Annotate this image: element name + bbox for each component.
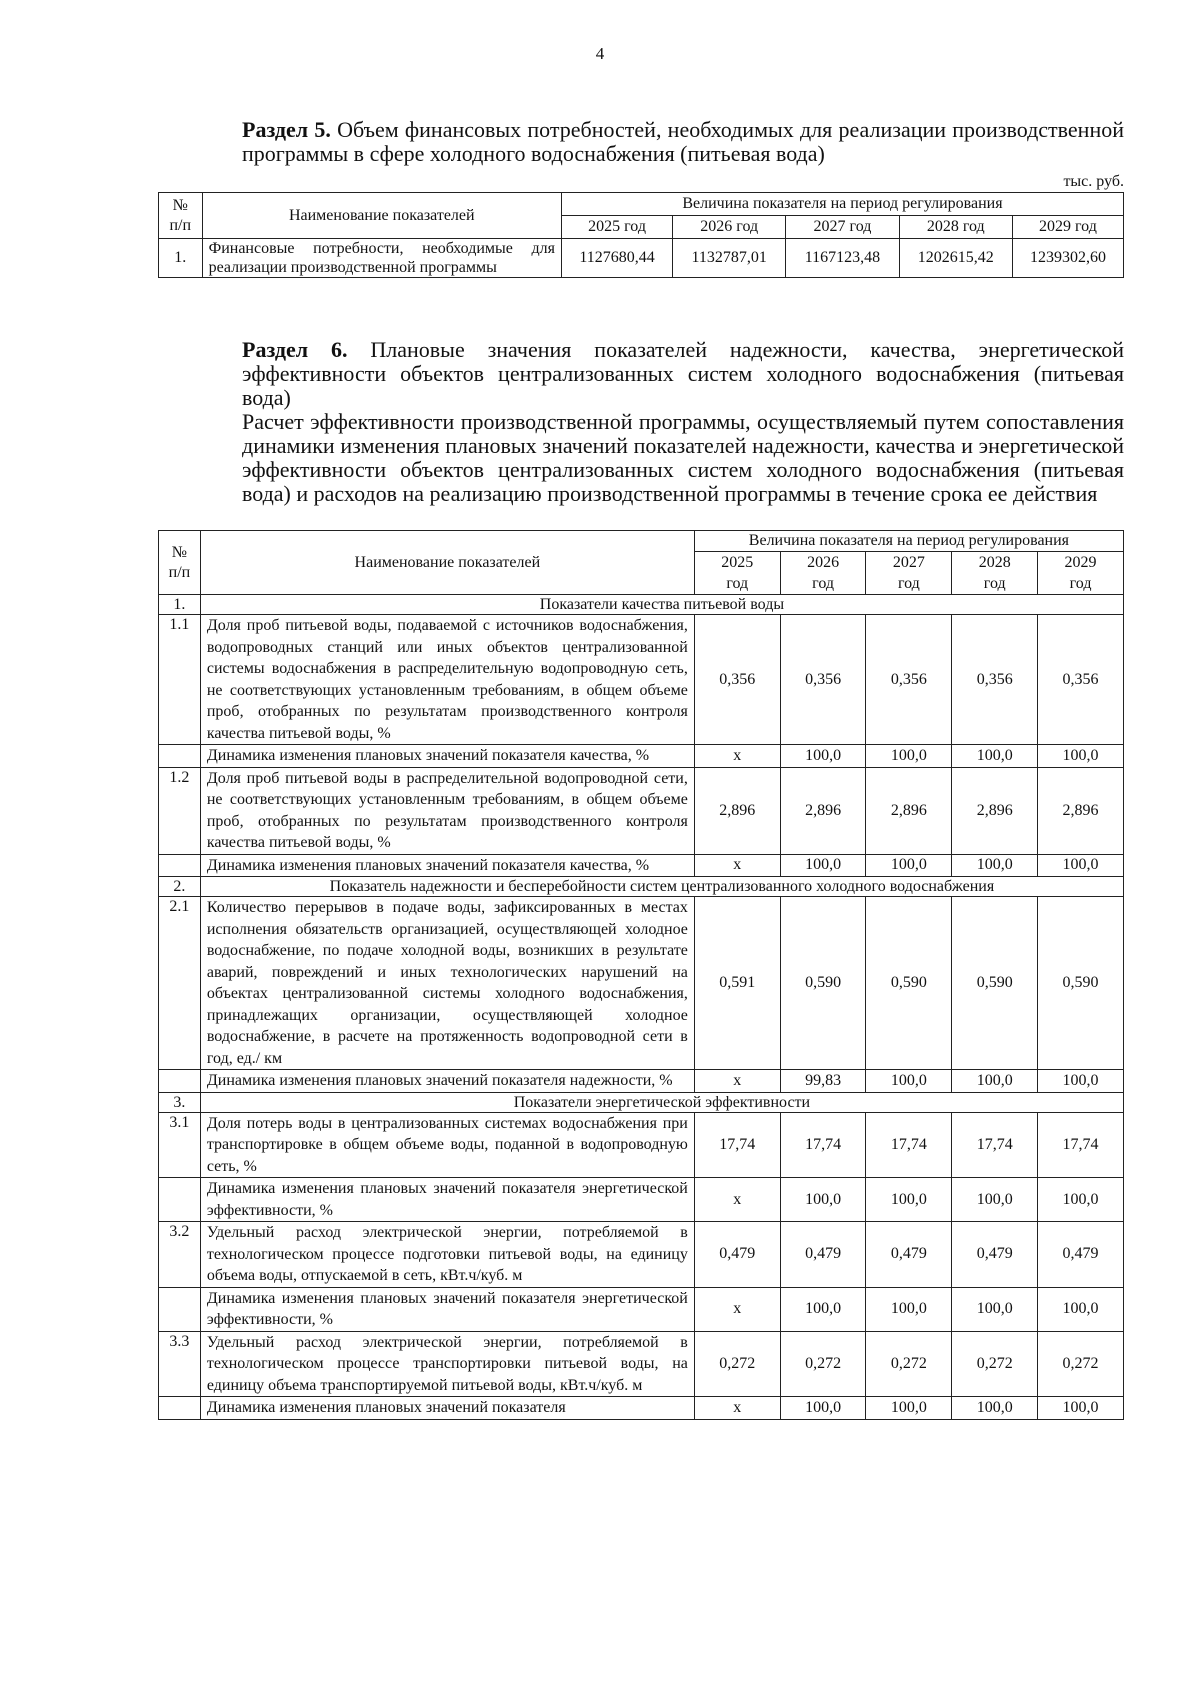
row-value: 2,896: [952, 767, 1038, 854]
row-value: 100,0: [1038, 1070, 1124, 1093]
row-value: 0,591: [694, 897, 780, 1070]
table-row: [159, 239, 1124, 278]
row-num: [159, 854, 201, 877]
group-num: 3.: [159, 1092, 201, 1112]
year-value: 2028: [978, 554, 1011, 571]
year-suffix: год: [1069, 575, 1092, 592]
table-row: [159, 767, 1124, 854]
year-header: [952, 552, 1038, 595]
year-header: [780, 552, 866, 595]
row-value: 1132787,01: [673, 239, 786, 278]
row-num: 3.3: [159, 1331, 201, 1397]
row-value: 100,0: [866, 1397, 952, 1420]
row-value: 0,479: [1038, 1222, 1124, 1288]
section6-label: Раздел 6.: [242, 337, 348, 362]
row-name: Удельный расход электрической энергии, потребляемой в технологическом процессе подготовки питьевой воды, на единицу объема воды, отпускаемой в сеть, кВт.ч/куб. м: [200, 1222, 694, 1288]
section6-heading: [172, 338, 1124, 506]
row-num: 1.1: [159, 615, 201, 745]
section5-title: Объем финансовых потребностей, необходимых для реализации производственной программы в сфере холодного водоснабжения (питьевая вода): [242, 117, 1125, 166]
row-value: 100,0: [866, 854, 952, 877]
row-name: Удельный расход электрической энергии, потребляемой в технологическом процессе транспортировки питьевой воды, на единицу объема транспортируемой питьевой воды, кВт.ч/куб. м: [200, 1331, 694, 1397]
row-num: 2.1: [159, 897, 201, 1070]
row-name: Динамика изменения плановых значений показателя: [200, 1397, 694, 1420]
table-row: [159, 1070, 1124, 1093]
row-value: 17,74: [780, 1112, 866, 1178]
row-value: 100,0: [780, 745, 866, 768]
row-name: Динамика изменения плановых значений показателя качества, %: [200, 745, 694, 768]
col-num-header: № п/п: [159, 193, 203, 239]
row-name: Доля проб питьевой воды в распределительной водопроводной сети, не соответствующих установленным требованиям, в общем объеме проб, отобранных по результатам производственного контроля качества питьевой воды, %: [200, 767, 694, 854]
row-name: Доля проб питьевой воды, подаваемой с источников водоснабжения, водопроводных станций или иных объектов централизованной системы водоснабжения в распределительную водопроводную сеть, не соответствующих установленным требованиям, в общем объеме проб, отобранных по результатам производственного контроля качества питьевой воды, %: [200, 615, 694, 745]
row-num: [159, 1070, 201, 1093]
row-value: 17,74: [866, 1112, 952, 1178]
row-value: 100,0: [1038, 1397, 1124, 1420]
row-value: x: [694, 1070, 780, 1093]
row-value: 100,0: [866, 745, 952, 768]
col-num-header: № п/п: [159, 531, 201, 595]
table-row: [159, 1112, 1124, 1178]
section6-paragraph: Расчет эффективности производственной программы, осуществляемый путем сопоставления динамики изменения плановых значений показателей надежности, качества и энергетической эффективности объектов централизованных систем холодного водоснабжения (питьевая вода) и расходов на реализацию производственной программы в течение срока ее действия: [242, 409, 1124, 506]
row-value: 1167123,48: [786, 239, 899, 278]
row-num: 1.: [159, 239, 203, 278]
row-value: 2,896: [1038, 767, 1124, 854]
row-value: 99,83: [780, 1070, 866, 1093]
row-value: 0,272: [952, 1331, 1038, 1397]
group-title: Показатели качества питьевой воды: [200, 595, 1123, 615]
row-num: [159, 745, 201, 768]
row-num: [159, 1287, 201, 1331]
row-value: 0,272: [866, 1331, 952, 1397]
row-value: 0,590: [952, 897, 1038, 1070]
currency-unit: тыс. руб.: [1063, 173, 1124, 190]
table-row: [159, 1397, 1124, 1420]
row-num: [159, 1397, 201, 1420]
row-value: 0,356: [694, 615, 780, 745]
year-header: 2027 год: [786, 216, 899, 239]
year-header: [1038, 552, 1124, 595]
row-name: Динамика изменения плановых значений показателя энергетической эффективности, %: [200, 1178, 694, 1222]
row-value: 0,356: [866, 615, 952, 745]
row-value: x: [694, 1178, 780, 1222]
group-num: 2.: [159, 877, 201, 897]
row-value: 100,0: [780, 854, 866, 877]
row-num: [159, 1178, 201, 1222]
year-header: 2026 год: [673, 216, 786, 239]
table-row: [159, 1178, 1124, 1222]
table-row: [159, 1331, 1124, 1397]
row-value: 0,479: [866, 1222, 952, 1288]
year-header: 2025 год: [561, 216, 672, 239]
year-value: 2026: [807, 554, 840, 571]
row-value: 0,590: [1038, 897, 1124, 1070]
year-value: 2029: [1064, 554, 1097, 571]
row-value: 2,896: [694, 767, 780, 854]
year-suffix: год: [983, 575, 1006, 592]
section5-heading: [172, 118, 1124, 166]
group-num: 1.: [159, 595, 201, 615]
group-row: [159, 1092, 1124, 1112]
row-value: 1239302,60: [1012, 239, 1123, 278]
row-value: 17,74: [1038, 1112, 1124, 1178]
row-num: 1.2: [159, 767, 201, 854]
group-title: Показатели энергетической эффективности: [200, 1092, 1123, 1112]
row-num: 3.1: [159, 1112, 201, 1178]
table-row: [159, 1287, 1124, 1331]
row-value: 0,356: [952, 615, 1038, 745]
year-header: [694, 552, 780, 595]
row-value: 100,0: [1038, 1287, 1124, 1331]
row-value: 0,479: [780, 1222, 866, 1288]
row-name: Динамика изменения плановых значений показателя качества, %: [200, 854, 694, 877]
year-header: 2029 год: [1012, 216, 1123, 239]
row-value: 100,0: [780, 1287, 866, 1331]
row-value: 100,0: [952, 1178, 1038, 1222]
row-value: 100,0: [952, 1397, 1038, 1420]
row-value: 0,272: [1038, 1331, 1124, 1397]
row-value: 100,0: [866, 1287, 952, 1331]
row-value: x: [694, 1397, 780, 1420]
year-value: 2025: [721, 554, 754, 571]
year-header: [866, 552, 952, 595]
row-value: x: [694, 854, 780, 877]
indicators-table: [158, 530, 1124, 1420]
row-value: 0,356: [780, 615, 866, 745]
row-value: 0,479: [952, 1222, 1038, 1288]
financial-needs-table: [158, 192, 1124, 278]
row-name: Динамика изменения плановых значений показателя надежности, %: [200, 1070, 694, 1093]
row-value: 100,0: [866, 1178, 952, 1222]
table-row: [159, 854, 1124, 877]
row-value: 0,590: [866, 897, 952, 1070]
row-value: 17,74: [952, 1112, 1038, 1178]
table-row: [159, 1222, 1124, 1288]
row-value: 1127680,44: [561, 239, 672, 278]
row-value: x: [694, 1287, 780, 1331]
row-value: 0,479: [694, 1222, 780, 1288]
year-suffix: год: [897, 575, 920, 592]
row-value: 1202615,42: [899, 239, 1012, 278]
page-number: 4: [595, 44, 605, 63]
row-name: Доля потерь воды в централизованных системах водоснабжения при транспортировке в общем объеме воды, поданной в водопроводную сеть, %: [200, 1112, 694, 1178]
row-value: x: [694, 745, 780, 768]
row-value: 100,0: [780, 1178, 866, 1222]
row-value: 17,74: [694, 1112, 780, 1178]
year-value: 2027: [892, 554, 925, 571]
row-value: 0,272: [694, 1331, 780, 1397]
year-header: 2028 год: [899, 216, 1012, 239]
section6-title: Плановые значения показателей надежности, качества, энергетической эффективности объектов централизованных систем холодного водоснабжения (питьевая вода): [242, 337, 1124, 410]
table-row: [159, 615, 1124, 745]
col-group-header: Величина показателя на период регулирования: [561, 193, 1123, 216]
row-value: 100,0: [866, 1070, 952, 1093]
group-row: [159, 877, 1124, 897]
section5-label: Раздел 5.: [242, 117, 331, 142]
row-name: Количество перерывов в подаче воды, зафиксированных в местах исполнения обязательств организацией, осуществляющей холодное водоснабжение, по подаче холодной воды, возникших в результате аварий, повреждений и иных технологических нарушений на объектах централизованной системы холодного водоснабжения, принадлежащих организации, осуществляющей холодное водоснабжение, в расчете на протяженность водопроводной сети в год, ед./ км: [200, 897, 694, 1070]
year-suffix: год: [726, 575, 749, 592]
col-group-header: Величина показателя на период регулирования: [694, 531, 1123, 552]
row-value: 0,590: [780, 897, 866, 1070]
table-row: [159, 897, 1124, 1070]
row-num: 3.2: [159, 1222, 201, 1288]
group-title: Показатель надежности и бесперебойности систем централизованного холодного водоснабжения: [200, 877, 1123, 897]
row-name: Динамика изменения плановых значений показателя энергетической эффективности, %: [200, 1287, 694, 1331]
table-row: [159, 745, 1124, 768]
row-value: 0,272: [780, 1331, 866, 1397]
row-value: 2,896: [866, 767, 952, 854]
row-value: 100,0: [952, 745, 1038, 768]
row-value: 100,0: [952, 854, 1038, 877]
row-value: 100,0: [1038, 854, 1124, 877]
row-value: 0,356: [1038, 615, 1124, 745]
row-value: 100,0: [1038, 745, 1124, 768]
row-value: 2,896: [780, 767, 866, 854]
group-row: [159, 595, 1124, 615]
row-value: 100,0: [952, 1287, 1038, 1331]
row-value: 100,0: [780, 1397, 866, 1420]
row-value: 100,0: [1038, 1178, 1124, 1222]
year-suffix: год: [812, 575, 834, 592]
row-value: 100,0: [952, 1070, 1038, 1093]
row-name: Финансовые потребности, необходимые для реализации производственной программы: [202, 239, 561, 278]
col-name-header: Наименование показателей: [202, 193, 561, 239]
col-name-header: Наименование показателей: [200, 531, 694, 595]
